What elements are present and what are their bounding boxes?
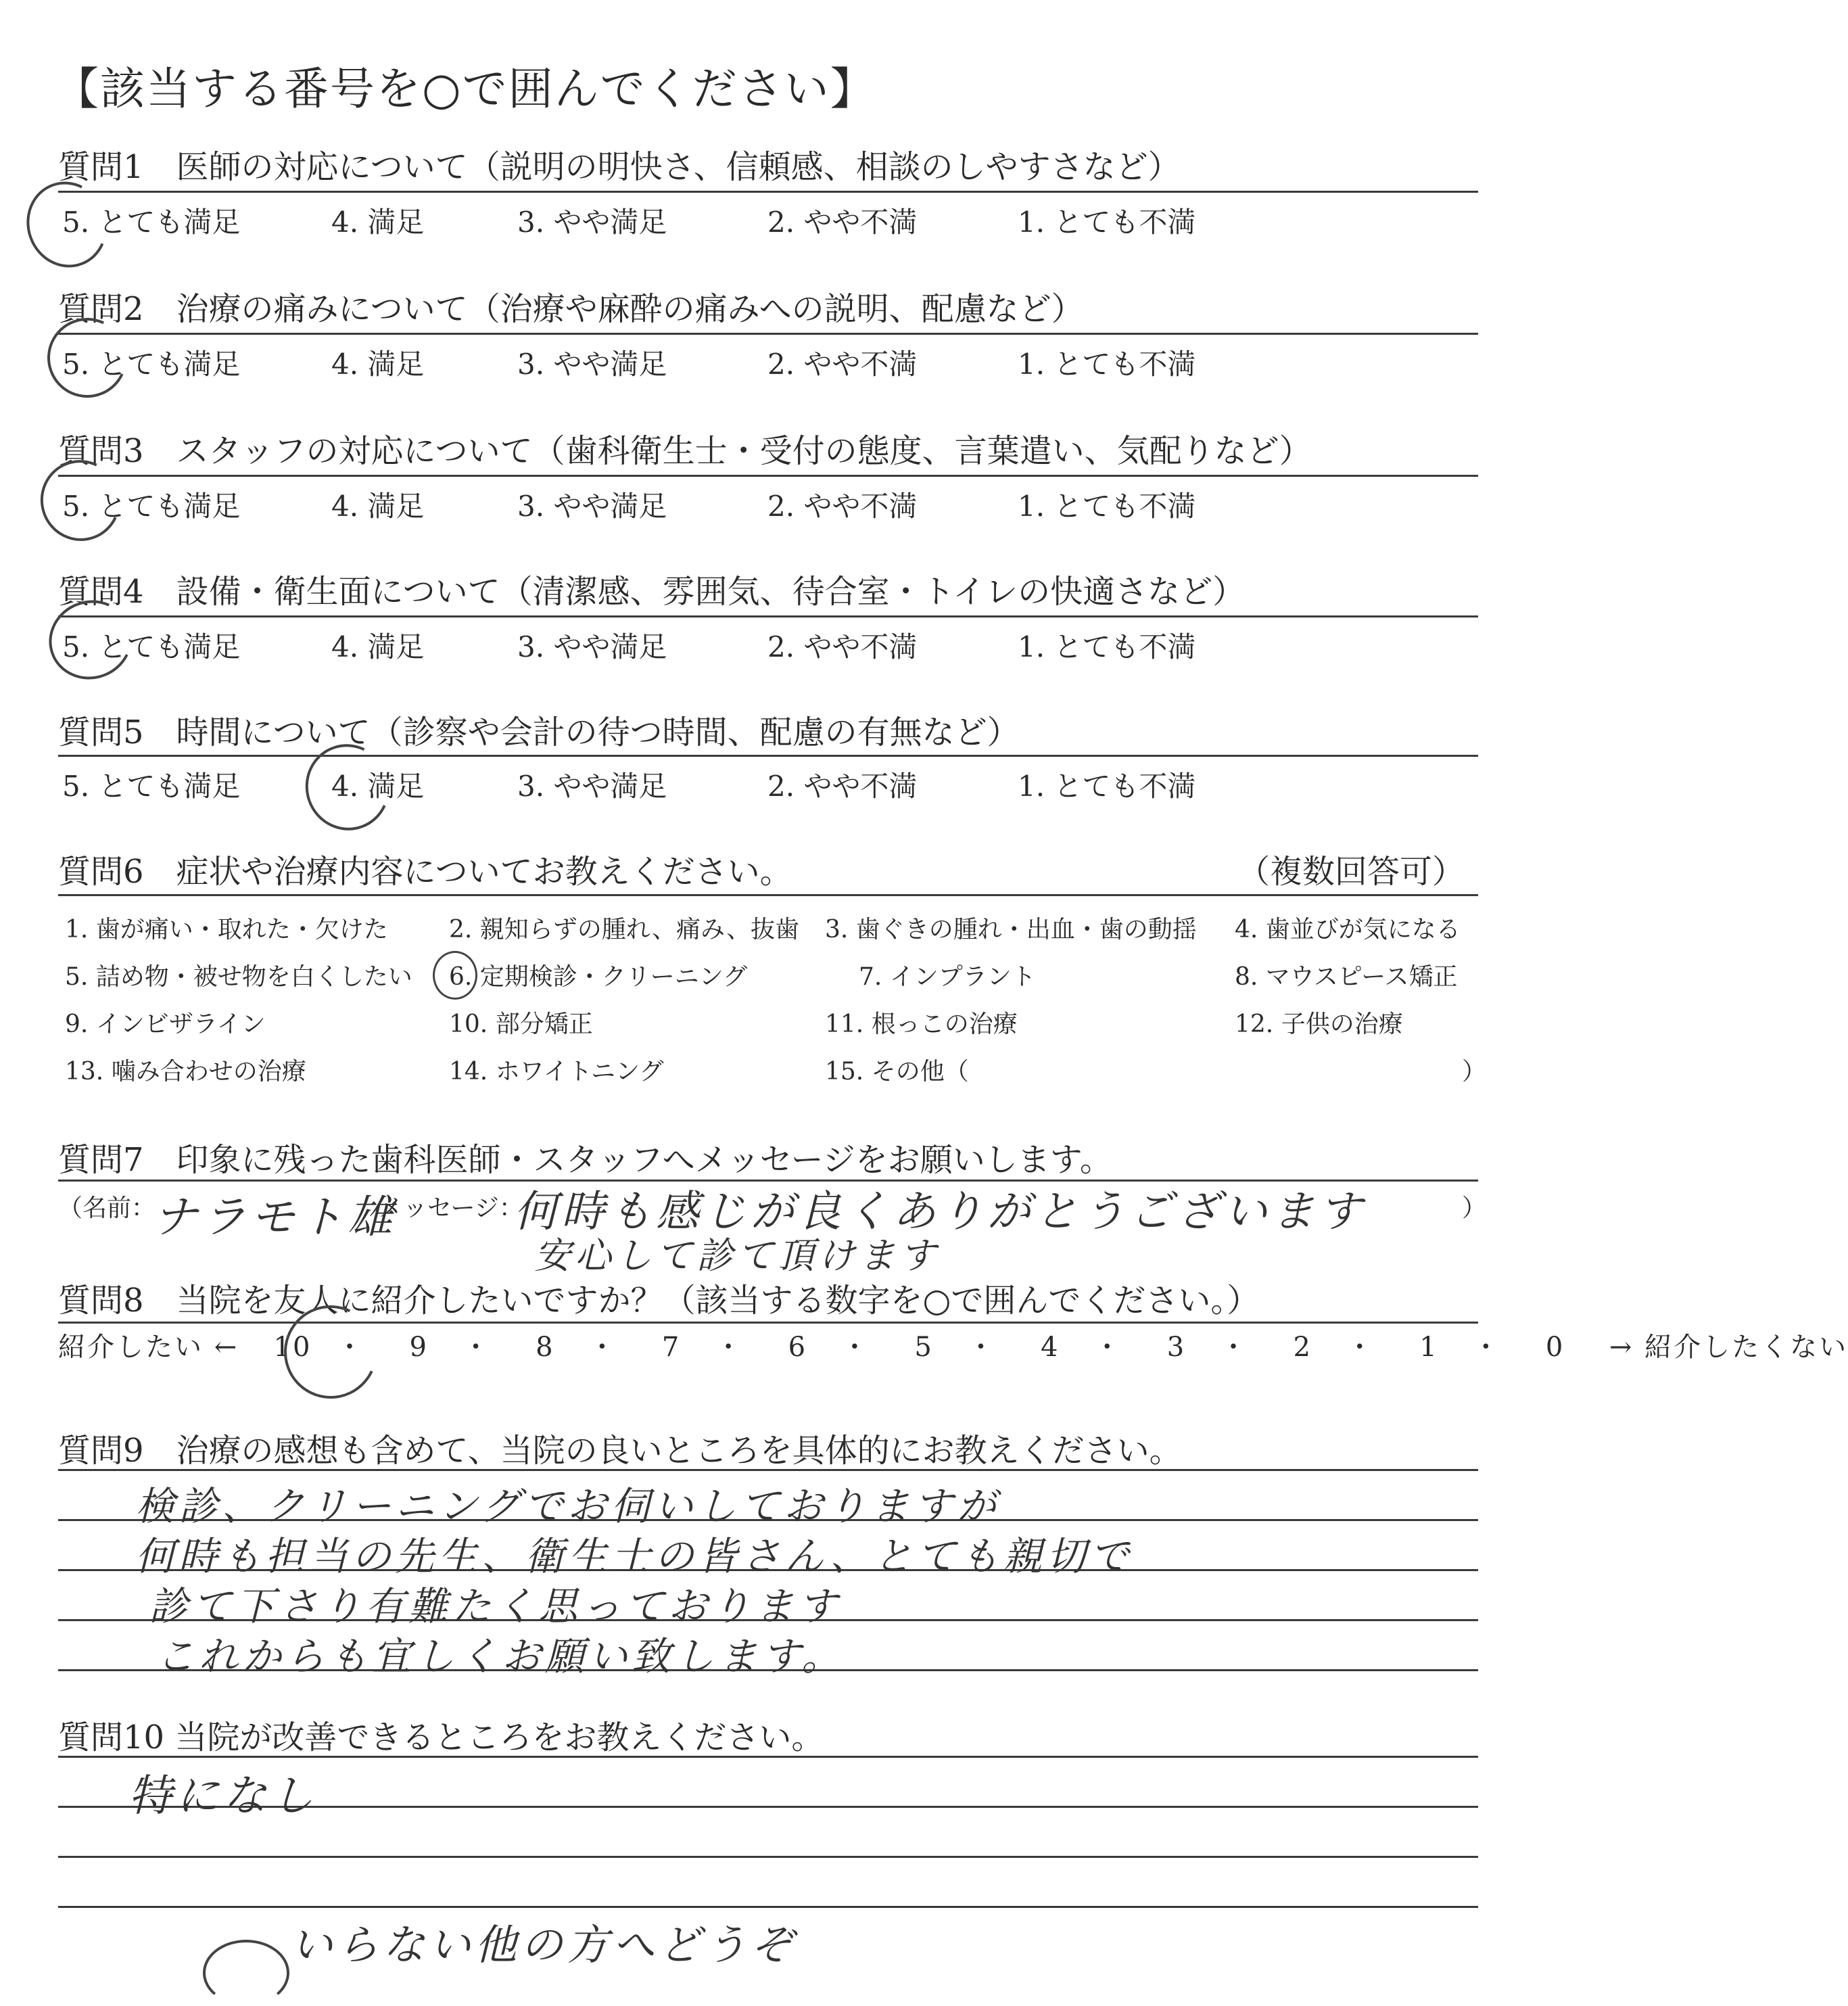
choice-7[interactable]: 7. インプラント — [859, 963, 1036, 991]
option-2[interactable]: 2. やや不満 — [767, 206, 918, 239]
scale-sep: ・ — [840, 1332, 870, 1363]
question-9: 質問9 治療の感想も含めて、当院の良いところを具体的にお教えください。 — [58, 1432, 1182, 1470]
scale-sep: ・ — [967, 1332, 997, 1363]
ruled-line — [58, 1856, 1478, 1858]
scale-sep: ・ — [588, 1332, 618, 1363]
question-3: 質問3 スタッフの対応について（歯科衛生士・受付の態度、言葉遣い、気配りなど） — [58, 432, 1312, 470]
scale-1[interactable]: 1 — [1419, 1332, 1439, 1363]
scale-2[interactable]: 2 — [1293, 1332, 1312, 1363]
choice-5[interactable]: 5. 詰め物・被せ物を白くしたい — [65, 963, 412, 991]
handwritten-answer: 特になし — [128, 1771, 318, 1821]
option-4[interactable]: 4. 満足 — [331, 348, 425, 381]
divider — [58, 894, 1478, 896]
option-2[interactable]: 2. やや不満 — [767, 490, 918, 523]
question-7: 質問7 印象に残った歯科医師・スタッフへメッセージをお願いします。 — [58, 1141, 1112, 1179]
choice-14[interactable]: 14. ホワイトニング — [449, 1058, 664, 1086]
option-3[interactable]: 3. やや満足 — [517, 348, 667, 381]
handwritten-answer: いらない他の方へどうぞ — [291, 1920, 797, 1969]
option-5[interactable]: 5. とても満足 — [62, 348, 241, 381]
question-10: 質問10 当院が改善できるところをお教えください。 — [58, 1719, 824, 1756]
option-2[interactable]: 2. やや不満 — [767, 630, 918, 663]
selection-circle — [433, 951, 477, 1000]
option-5[interactable]: 5. とても満足 — [62, 770, 241, 803]
handwritten-answer: 検診、クリーニングでお伺いしておりますが — [135, 1483, 1000, 1529]
option-1[interactable]: 1. とても不満 — [1018, 770, 1196, 803]
scale-10[interactable]: 10 — [273, 1332, 312, 1363]
scale-0[interactable]: 0 — [1545, 1332, 1565, 1363]
scale-sep: ・ — [1346, 1332, 1375, 1363]
handwritten-answer: これからも宜しくお願い致します。 — [156, 1633, 845, 1679]
name-label: （名前： — [58, 1194, 156, 1222]
option-4[interactable]: 4. 満足 — [331, 770, 425, 803]
choice-15-close: ） — [1462, 1058, 1487, 1086]
divider — [58, 475, 1478, 477]
question-6: 質問6 症状や治療内容についてお教えください。 — [58, 853, 792, 891]
divider — [58, 333, 1478, 335]
page-title: 【該当する番号を○で囲んでください】 — [54, 63, 876, 115]
divider — [58, 1322, 1478, 1324]
choice-2[interactable]: 2. 親知らずの腫れ、痛み、抜歯 — [449, 916, 800, 943]
handwritten-name: ナラモト雄 — [153, 1191, 396, 1243]
scale-sep: ・ — [1093, 1332, 1123, 1363]
scale-sep: ・ — [715, 1332, 744, 1363]
choice-10[interactable]: 10. 部分矯正 — [449, 1010, 593, 1038]
handwritten-message: 安心して診て頂けます — [534, 1234, 940, 1277]
scale-9[interactable]: 9 — [409, 1332, 429, 1363]
question-5: 質問5 時間について（診察や会計の待つ時間、配慮の有無など） — [58, 714, 1020, 751]
option-5[interactable]: 5. とても満足 — [62, 490, 241, 523]
option-1[interactable]: 1. とても不満 — [1018, 348, 1196, 381]
scale-sep: ・ — [1472, 1332, 1502, 1363]
option-3[interactable]: 3. やや満足 — [517, 630, 667, 663]
message-label: メッセージ： — [379, 1194, 523, 1222]
hand-drawn-mark — [203, 1940, 289, 2006]
question-8: 質問8 当院を友人に紹介したいですか？（該当する数字を○で囲んでください。） — [58, 1282, 1260, 1320]
divider — [58, 755, 1478, 757]
question-4: 質問4 設備・衛生面について（清潔感、雰囲気、待合室・トイレの快適さなど） — [58, 573, 1246, 611]
scale-left-label: 紹介したい ← — [58, 1332, 239, 1363]
option-1[interactable]: 1. とても不満 — [1018, 206, 1196, 239]
option-4[interactable]: 4. 満足 — [331, 490, 425, 523]
option-2[interactable]: 2. やや不満 — [767, 348, 918, 381]
choice-9[interactable]: 9. インビザライン — [65, 1010, 266, 1038]
handwritten-message: 何時も感じが良くありがとうございます — [514, 1187, 1366, 1237]
choice-4[interactable]: 4. 歯並びが気になる — [1235, 916, 1461, 943]
choice-6[interactable]: 6. 定期検診・クリーニング — [449, 963, 748, 991]
choice-3[interactable]: 3. 歯ぐきの腫れ・出血・歯の動揺 — [825, 916, 1197, 943]
choice-8[interactable]: 8. マウスピース矯正 — [1235, 963, 1458, 991]
option-2[interactable]: 2. やや不満 — [767, 770, 918, 803]
divider — [58, 615, 1478, 617]
scale-7[interactable]: 7 — [661, 1332, 682, 1363]
handwritten-answer: 何時も担当の先生、衛生士の皆さん、とても親切で — [135, 1533, 1133, 1579]
option-3[interactable]: 3. やや満足 — [517, 490, 667, 523]
question-2: 質問2 治療の痛みについて（治療や麻酔の痛みへの説明、配慮など） — [58, 290, 1084, 328]
ruled-line — [58, 1906, 1478, 1908]
option-3[interactable]: 3. やや満足 — [517, 206, 667, 239]
choice-12[interactable]: 12. 子供の治療 — [1235, 1010, 1403, 1038]
question-6-note: （複数回答可） — [1237, 853, 1465, 891]
divider — [58, 191, 1478, 193]
scale-sep: ・ — [335, 1332, 365, 1363]
option-4[interactable]: 4. 満足 — [331, 630, 425, 663]
option-5[interactable]: 5. とても満足 — [62, 206, 241, 239]
option-1[interactable]: 1. とても不満 — [1018, 630, 1196, 663]
option-3[interactable]: 3. やや満足 — [517, 770, 667, 803]
scale-3[interactable]: 3 — [1166, 1332, 1187, 1363]
scale-right-label: → 紹介したくない — [1609, 1332, 1848, 1363]
ruled-line — [58, 1756, 1478, 1758]
option-1[interactable]: 1. とても不満 — [1018, 490, 1196, 523]
ruled-line — [58, 1469, 1478, 1471]
choice-15[interactable]: 15. その他（ — [825, 1058, 969, 1086]
scale-sep: ・ — [462, 1332, 492, 1363]
scale-5[interactable]: 5 — [914, 1332, 934, 1363]
choice-13[interactable]: 13. 噛み合わせの治療 — [65, 1058, 306, 1086]
message-close: ） — [1462, 1194, 1487, 1222]
question-1: 質問1 医師の対応について（説明の明快さ、信頼感、相談のしやすさなど） — [58, 148, 1181, 186]
choice-11[interactable]: 11. 根っこの治療 — [825, 1010, 1018, 1038]
option-4[interactable]: 4. 満足 — [331, 206, 425, 239]
scale-6[interactable]: 6 — [788, 1332, 808, 1363]
choice-1[interactable]: 1. 歯が痛い・取れた・欠けた — [65, 916, 388, 943]
scale-4[interactable]: 4 — [1041, 1332, 1060, 1363]
scale-sep: ・ — [1219, 1332, 1249, 1363]
handwritten-answer: 診て下さり有難たく思っております — [149, 1583, 842, 1629]
scale-8[interactable]: 8 — [536, 1332, 555, 1363]
option-5[interactable]: 5. とても満足 — [62, 630, 241, 663]
